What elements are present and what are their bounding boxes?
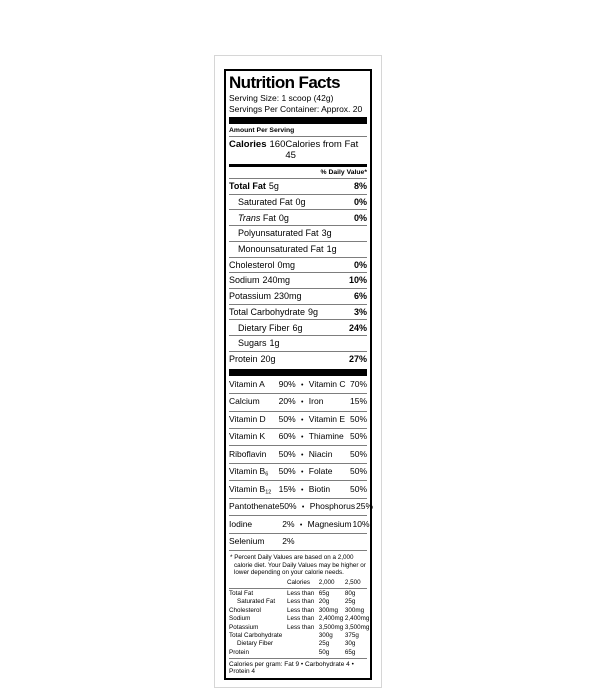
nutrient-name-text: Fat	[260, 212, 276, 223]
dv-table-row	[229, 615, 370, 623]
vitamin-left-name	[229, 519, 279, 531]
dv-table-row	[229, 640, 367, 648]
nutrient-amount: 20g	[260, 354, 276, 365]
nutrient-daily-value: 6%	[353, 291, 367, 302]
vitamin-right-name: Niacin	[308, 448, 333, 459]
vitamin-right-value: 70%	[349, 378, 367, 389]
nutrient-name	[229, 213, 289, 223]
vitamin-right-name: Magnesium	[307, 518, 352, 529]
nutrient-rows	[229, 179, 367, 367]
vitamin-left-name	[229, 536, 279, 548]
vitamin-left-value: 50%	[278, 466, 296, 477]
vitamin-left-name	[229, 484, 279, 496]
dv-table-value-2000: 25g	[318, 640, 330, 648]
bullet-separator: •	[301, 469, 304, 477]
dv-table-header	[229, 579, 367, 589]
nutrient-name	[229, 228, 332, 238]
vitamin-left-value: 15%	[278, 483, 296, 494]
nutrient-amount: 0g	[278, 212, 289, 223]
calories-left	[229, 139, 285, 150]
bullet-separator: •	[301, 416, 304, 424]
dv-table-header-2500: 2,500	[344, 578, 361, 586]
dv-table-value-2500: 2,400mg	[344, 615, 370, 623]
nutrient-name	[229, 197, 306, 207]
dv-table-header-2000: 2,000	[318, 578, 335, 586]
nutrition-facts-title: Nutrition Facts	[229, 73, 340, 92]
dv-table-qualifier: Less than	[286, 606, 315, 614]
nutrient-row	[229, 305, 367, 321]
nutrient-row	[229, 242, 367, 258]
dv-table-row	[229, 623, 370, 632]
vitamin-left-value: 60%	[278, 431, 296, 442]
nutrient-amount: 230mg	[274, 291, 302, 302]
nutrition-facts-panel	[224, 69, 372, 680]
dv-table-row	[229, 649, 367, 657]
dv-table-qualifier	[287, 649, 319, 657]
dv-table-nutrient: Protein	[229, 648, 249, 656]
vitamin-left-name	[229, 431, 279, 443]
vitamin-right-name: Folate	[308, 466, 333, 477]
dv-table-value-2000: 50g	[318, 648, 330, 656]
nutrient-amount: 6g	[292, 322, 303, 333]
vitamin-row	[229, 481, 367, 498]
amount-per-serving-label: Amount Per Serving	[229, 125, 367, 137]
vitamin-row	[229, 446, 367, 463]
nutrient-name-text: Potassium	[229, 291, 272, 302]
vitamin-left-name-text: Calcium	[229, 396, 260, 407]
vitamin-left-name-text: Vitamin K	[229, 431, 266, 442]
dv-table-qualifier: Less than	[286, 615, 315, 623]
nutrient-name	[229, 354, 276, 364]
dv-table-nutrient: Total Fat	[229, 590, 254, 598]
nutrient-amount: 3g	[321, 228, 332, 239]
nutrient-amount: 0mg	[277, 259, 296, 270]
dv-table-row	[229, 632, 367, 640]
nutrient-name-text: Polyunsaturated Fat	[238, 228, 319, 239]
dv-table-nutrient: Saturated Fat	[237, 598, 276, 606]
nutrient-name-text: Sodium	[229, 275, 260, 286]
dv-table-value-2500: 30g	[344, 640, 356, 648]
servings-per-container-text: Servings Per Container: Approx. 20	[229, 103, 363, 114]
vitamin-right-value: 50%	[349, 413, 367, 424]
vitamin-left-value: 2%	[282, 518, 295, 529]
dv-table-row	[229, 590, 367, 598]
nutrient-name	[229, 323, 303, 333]
nutrient-name-text: Total Carbohydrate	[229, 306, 306, 317]
vitamin-row	[229, 429, 367, 446]
vitamin-left-value: 90%	[278, 378, 296, 389]
vitamin-row	[229, 516, 370, 533]
vitamin-left-value: 20%	[278, 396, 296, 407]
nutrient-row	[229, 336, 367, 352]
bullet-separator: •	[301, 434, 304, 442]
vitamin-right-name: Iron	[308, 396, 324, 407]
dv-table-nutrient: Dietary Fiber	[237, 640, 274, 648]
bullet-separator: •	[301, 381, 304, 389]
footnote-text: * Percent Daily Values are based on a 2,000 calorie diet. Your Daily Values may be higher or lower depending on your calorie needs.	[230, 554, 366, 577]
calories-label: Calories	[229, 139, 267, 151]
vitamin-right-name: Phosphorus	[309, 501, 356, 512]
dv-table-header-calories: Calories	[286, 578, 311, 586]
nutrient-daily-value: 0%	[353, 259, 367, 270]
bullet-separator: •	[301, 504, 305, 512]
nutrient-name	[229, 291, 302, 301]
vitamin-row	[229, 464, 367, 481]
nutrient-row	[229, 179, 367, 195]
nutrient-name-text: Dietary Fiber	[238, 322, 290, 333]
vitamin-right-value: 10%	[352, 518, 370, 529]
dv-table-value-2500: 80g	[344, 590, 356, 598]
dv-table-value-2000: 20g	[318, 598, 330, 606]
serving-size-text: Serving Size: 1 scoop (42g)	[229, 92, 334, 103]
dv-table-value-2500: 375g	[344, 631, 359, 639]
nutrient-name-text: Monounsaturated Fat	[238, 244, 324, 254]
nutrient-amount: 9g	[308, 306, 319, 317]
vitamin-row	[229, 377, 367, 394]
dv-table-nutrient: Total Carbohydrate	[229, 631, 283, 639]
vitamin-left-value: 50%	[278, 448, 296, 459]
vitamin-left-name-text: Vitamin B	[229, 466, 266, 477]
vitamin-left-value: 50%	[279, 501, 297, 512]
vitamin-left-name-text: Vitamin D	[229, 413, 266, 424]
dv-table-qualifier: Less than	[286, 623, 315, 631]
dv-table-nutrient: Potassium	[229, 623, 259, 631]
dv-table-value-2000: 65g	[318, 590, 330, 598]
vitamin-left-value: 2%	[282, 535, 295, 546]
dv-table-qualifier	[287, 632, 319, 640]
nutrient-amount: 240mg	[262, 275, 291, 286]
dv-table-qualifier: Less than	[286, 590, 315, 598]
nutrient-name-text: Cholesterol	[229, 259, 275, 270]
vitamin-right-value: 50%	[349, 431, 367, 442]
vitamin-row	[229, 499, 374, 516]
nutrient-daily-value: 0%	[353, 196, 367, 207]
vitamin-left-name	[229, 379, 279, 391]
vitamin-row	[229, 534, 367, 551]
dv-table-nutrient: Sodium	[229, 615, 251, 623]
vitamin-row	[229, 412, 367, 429]
nutrient-daily-value: 27%	[348, 354, 367, 365]
dv-table-header-blank	[229, 579, 287, 587]
dv-table-value-2000: 300g	[318, 631, 333, 639]
nutrient-row	[229, 210, 367, 226]
dv-table-qualifier	[287, 640, 319, 648]
nutrient-name-text: Total Fat	[229, 181, 266, 192]
vitamin-left-name	[229, 501, 280, 513]
vitamin-left-name-text: Vitamin B	[229, 483, 266, 494]
bullet-separator: •	[301, 486, 304, 494]
calories-from-fat: Calories from Fat 45	[285, 139, 359, 162]
dv-table-value-2000: 2,400mg	[318, 615, 344, 623]
bullet-separator: •	[301, 451, 304, 459]
vitamin-left-name	[229, 466, 279, 478]
nutrient-amount: 1g	[326, 244, 337, 254]
nutrient-row	[229, 320, 367, 336]
vitamin-left-name	[229, 396, 279, 408]
nutrient-row	[229, 258, 367, 274]
nutrient-amount: 5g	[268, 181, 279, 192]
dv-table-value-2500: 25g	[344, 598, 356, 606]
divider-thick-bar	[229, 369, 367, 376]
vitamin-right-name: Vitamin E	[308, 413, 346, 424]
nutrition-label-card	[214, 55, 382, 688]
vitamin-left-name-subscript: 6	[265, 471, 269, 478]
vitamin-row	[229, 394, 367, 411]
nutrient-row	[229, 273, 367, 289]
nutrient-name-text: Protein	[229, 354, 258, 365]
calories-per-gram-text: Calories per gram: Fat 9 • Carbohydrate 4 • Protein 4	[229, 661, 354, 676]
calories-value: 160	[269, 139, 286, 151]
nutrient-name	[229, 338, 280, 348]
bullet-separator: •	[301, 399, 304, 407]
nutrient-name	[229, 181, 279, 191]
dv-table-row	[229, 607, 367, 615]
vitamin-left-value: 50%	[278, 413, 296, 424]
vitamin-right-name: Thiamine	[308, 431, 344, 442]
nutrient-name	[229, 307, 318, 317]
divider-thick-bar	[229, 117, 367, 124]
dv-table-value-2500: 3,500mg	[344, 623, 370, 631]
vitamin-left-name-text: Iodine	[229, 518, 253, 529]
nutrient-daily-value: 24%	[348, 322, 367, 333]
nutrient-row	[229, 195, 367, 211]
calories-row	[229, 137, 367, 167]
daily-value-header: % Daily Value*	[229, 167, 367, 179]
nutrient-daily-value: 10%	[348, 275, 367, 286]
nutrient-name	[229, 260, 295, 270]
vitamin-left-name-subscript: 12	[265, 489, 272, 496]
dv-table-value-2000: 3,500mg	[318, 623, 344, 631]
vitamin-right-value: 25%	[356, 501, 374, 512]
nutrient-name-text: Sugars	[238, 338, 267, 349]
nutrient-daily-value: 0%	[353, 212, 367, 223]
vitamin-left-name-text: Selenium	[229, 535, 265, 546]
nutrient-row	[229, 226, 367, 242]
nutrient-row	[229, 289, 367, 305]
nutrient-daily-value: 3%	[353, 306, 367, 317]
vitamin-right-value: 15%	[349, 396, 367, 407]
dv-table-value-2500: 65g	[344, 648, 356, 656]
vitamin-left-name-text: Pantothenate	[229, 501, 280, 512]
vitamin-right-name: Biotin	[308, 483, 331, 494]
vitamin-right-value: 50%	[349, 448, 367, 459]
nutrient-name	[229, 244, 337, 254]
bullet-separator: •	[299, 521, 303, 529]
nutrient-amount: 0g	[295, 196, 306, 207]
dv-table-value-2000: 300mg	[318, 606, 338, 614]
vitamin-left-name-text: Vitamin A	[229, 378, 265, 389]
vitamin-right-value: 50%	[349, 483, 367, 494]
nutrient-name-text: Saturated Fat	[238, 196, 293, 207]
nutrient-name-italic-part: Trans	[238, 212, 261, 223]
dv-table-nutrient: Cholesterol	[229, 606, 261, 614]
vitamin-left-name	[229, 449, 279, 461]
nutrient-name	[229, 275, 290, 285]
dv-table-qualifier: Less than	[286, 598, 315, 606]
dv-table-value-2500: 300mg	[344, 606, 365, 614]
nutrient-amount: 1g	[269, 338, 280, 349]
nutrient-daily-value: 8%	[353, 181, 367, 192]
vitamin-right-value: 50%	[349, 466, 367, 477]
vitamin-left-name	[229, 414, 279, 426]
vitamin-rows	[229, 377, 374, 552]
vitamin-left-name-text: Riboflavin	[229, 448, 267, 459]
nutrient-row	[229, 352, 367, 367]
vitamin-right-name: Vitamin C	[308, 378, 346, 389]
